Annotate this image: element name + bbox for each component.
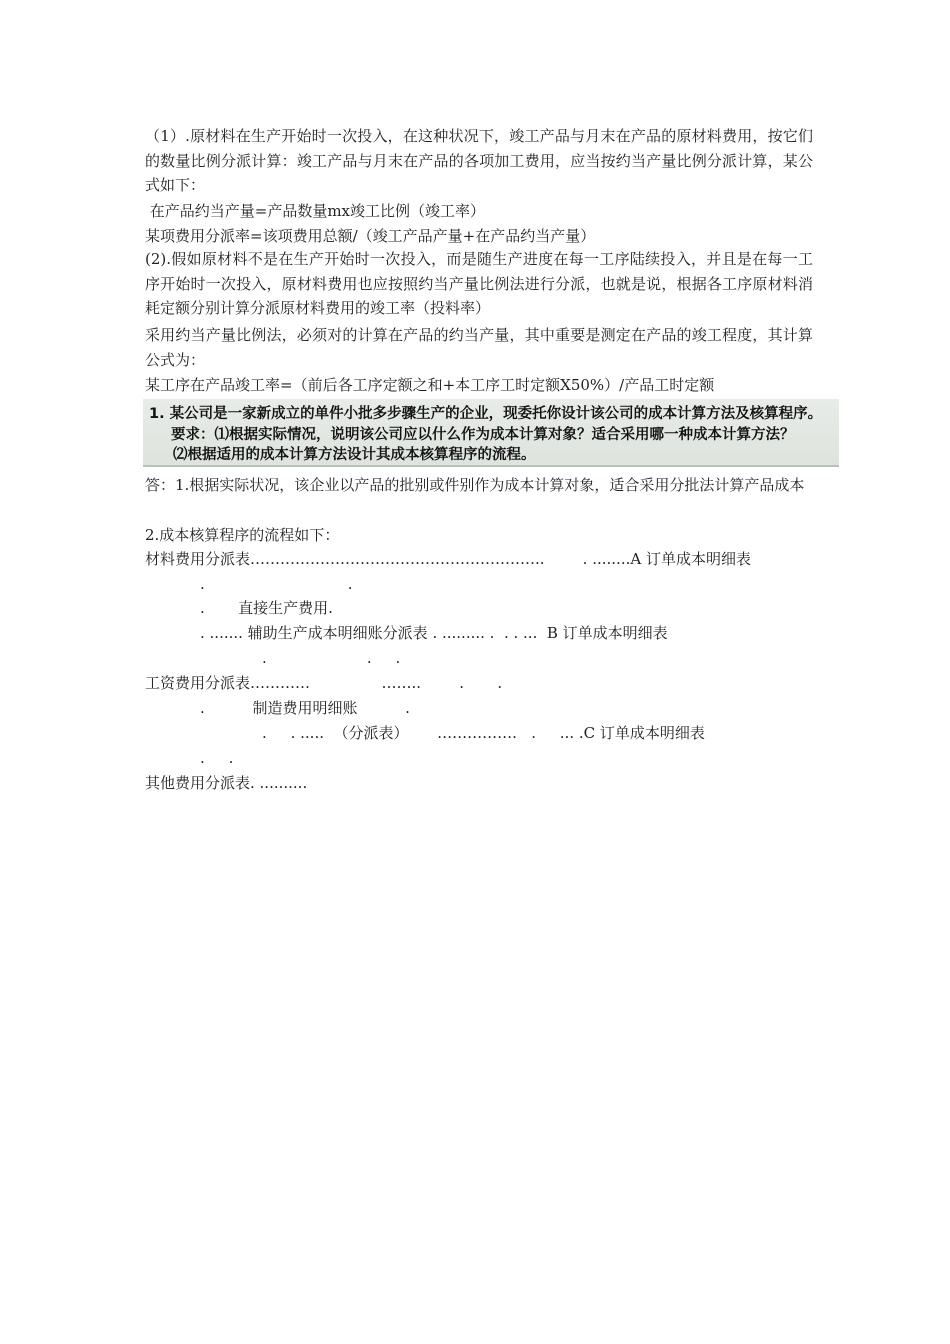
formula-2: 某项费用分派率=该项费用总额/（竣工产品产量+在产品约当产量）	[145, 227, 596, 245]
question-line-1: 1. 某公司是一家新成立的单件小批多步骤生产的企业，现委托你设计该公司的成本计算方法及核算程序。	[149, 406, 823, 422]
paragraph-1: （1）.原材料在生产开始时一次投入，在这种状况下，竣工产品与月末在产品的原材料费用，按它们的数量比例分派计算：竣工产品与月末在产品的各项加工费用，应当按约当产量比例分派计算，某公式如下：	[145, 127, 813, 194]
flow-line-2: . .	[200, 575, 353, 593]
flow-line-7: . 制造费用明细账 .	[200, 699, 410, 717]
question-image	[143, 399, 839, 467]
flow-line-10: 其他费用分派表. ..........	[145, 774, 308, 792]
flow-line-4: . ....... 辅助生产成本明细账分派表 . ......... . . . ... B 订单成本明细表	[200, 624, 668, 642]
paragraph-3: 采用约当产量比例法，必须对的计算在产品的约当产量，其中重要是测定在产品的竣工程度，其计算公式为：	[145, 326, 813, 369]
flow-line-9: . .	[200, 749, 234, 767]
flow-line-6: 工资费用分派表………… …….. . .	[145, 674, 503, 692]
flow-line-1: 材料费用分派表………………………………………………….. . ........A 订单成本明细表	[145, 550, 751, 568]
answer-paragraph-2: 2.成本核算程序的流程如下：	[145, 526, 340, 544]
formula-3: 某工序在产品竣工率=（前后各工序定额之和+本工序工时定额X50%）/产品工时定额	[145, 376, 715, 394]
flow-line-8: . . ..... （分派表） ……………. . ... .C 订单成本明细表	[262, 724, 705, 742]
question-line-3: ⑵根据适用的成本计算方法设计其成本核算程序的流程。	[173, 447, 536, 463]
answer-paragraph-1: 答：1.根据实际状况，该企业以产品的批别或件别作为成本计算对象，适合采用分批法计算产品成本	[145, 476, 805, 494]
question-line-2: 要求：⑴根据实际情况，说明该公司应以什么作为成本计算对象？适合采用哪一种成本计算方法？	[171, 427, 795, 443]
formula-1: 在产品约当产量=产品数量mx竣工比例（竣工率）	[145, 202, 486, 220]
flow-line-3: . 直接生产费用.	[200, 599, 333, 617]
flow-line-5: . . .	[262, 649, 401, 667]
paragraph-2: (2).假如原材料不是在生产开始时一次投入，而是随生产进度在每一工序陆续投入，并且是在每一工序开始时一次投入，原材料费用也应按照约当产量比例法进行分派，也就是说，根据各工序原材料消耗定额分别计算分派原材料费用的竣工率（投料率）	[145, 250, 813, 317]
